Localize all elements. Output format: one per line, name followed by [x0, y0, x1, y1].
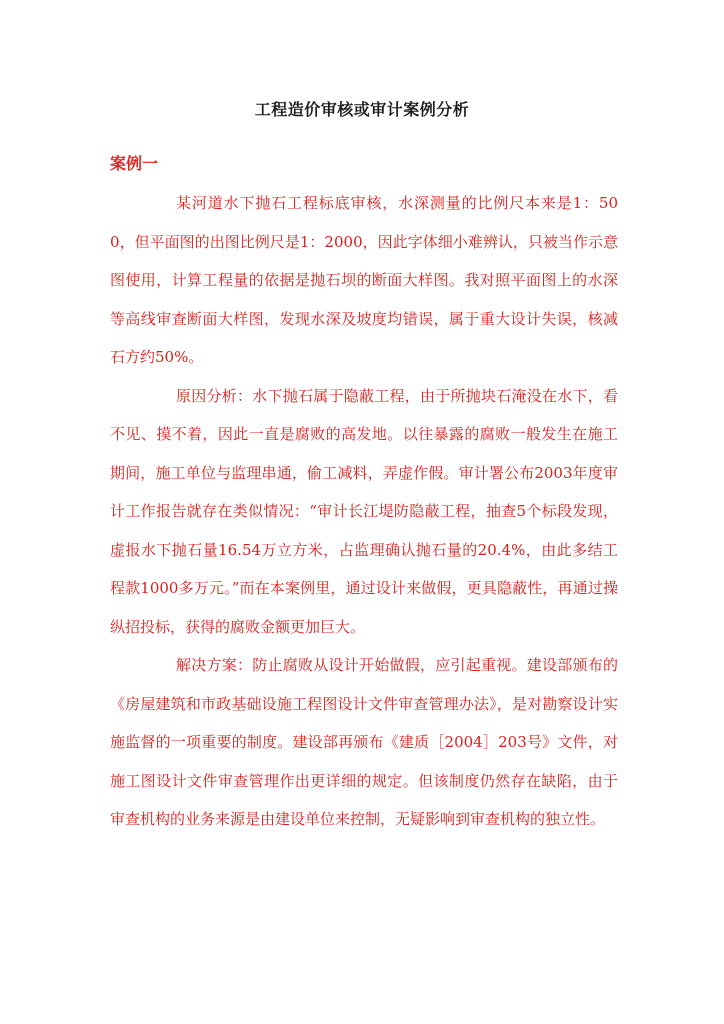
paragraph-cause-analysis: 原因分析：水下抛石属于隐蔽工程，由于所抛块石淹没在水下，看不见、摸不着，因此一直是腐败的高发地。以往暴露的腐败一般发生在施工期间，施工单位与监理串通，偷工减料，弄虚作假。审计署公布2003年度审计工作报告就存在类似情况：“审计长江堤防隐蔽工程，抽查5个标段发现，虚报水下抛石量16.54万立方米，占监理确认抛石量的20.4%，由此多结工程款1000多万元。”而在本案例里，通过设计来做假，更具隐蔽性，再通过操纵招投标，获得的腐败金额更加巨大。: [110, 386, 618, 636]
paragraph-solution: 解决方案：防止腐败从设计开始做假，应引起重视。建设部颁布的《房屋建筑和市政基础设施工程图设计文件审查管理办法》，是对勘察设计实施监督的一项重要的制度。建设部再颁布《建质［2004］203号》文件，对施工图设计文件审查管理作出更详细的规定。但该制度仍然存在缺陷，由于审查机构的业务来源是由建设单位来控制，无疑影响到审查机构的独立性。: [110, 656, 618, 828]
document-title: 工程造价审核或审计案例分析: [254, 100, 470, 119]
paragraph-case-description: 某河道水下抛石工程标底审核，水深测量的比例尺本来是1：500，但平面图的出图比例尺是1：2000，因此字体细小难辨认，只被当作示意图使用，计算工程量的依据是抛石坝的断面大样图。我对照平面图上的水深等高线审查断面大样图，发现水深及坡度均错误，属于重大设计失误，核减石方约50%。: [110, 194, 618, 366]
section-body: [110, 184, 618, 839]
section-heading: 案例一: [110, 154, 159, 173]
